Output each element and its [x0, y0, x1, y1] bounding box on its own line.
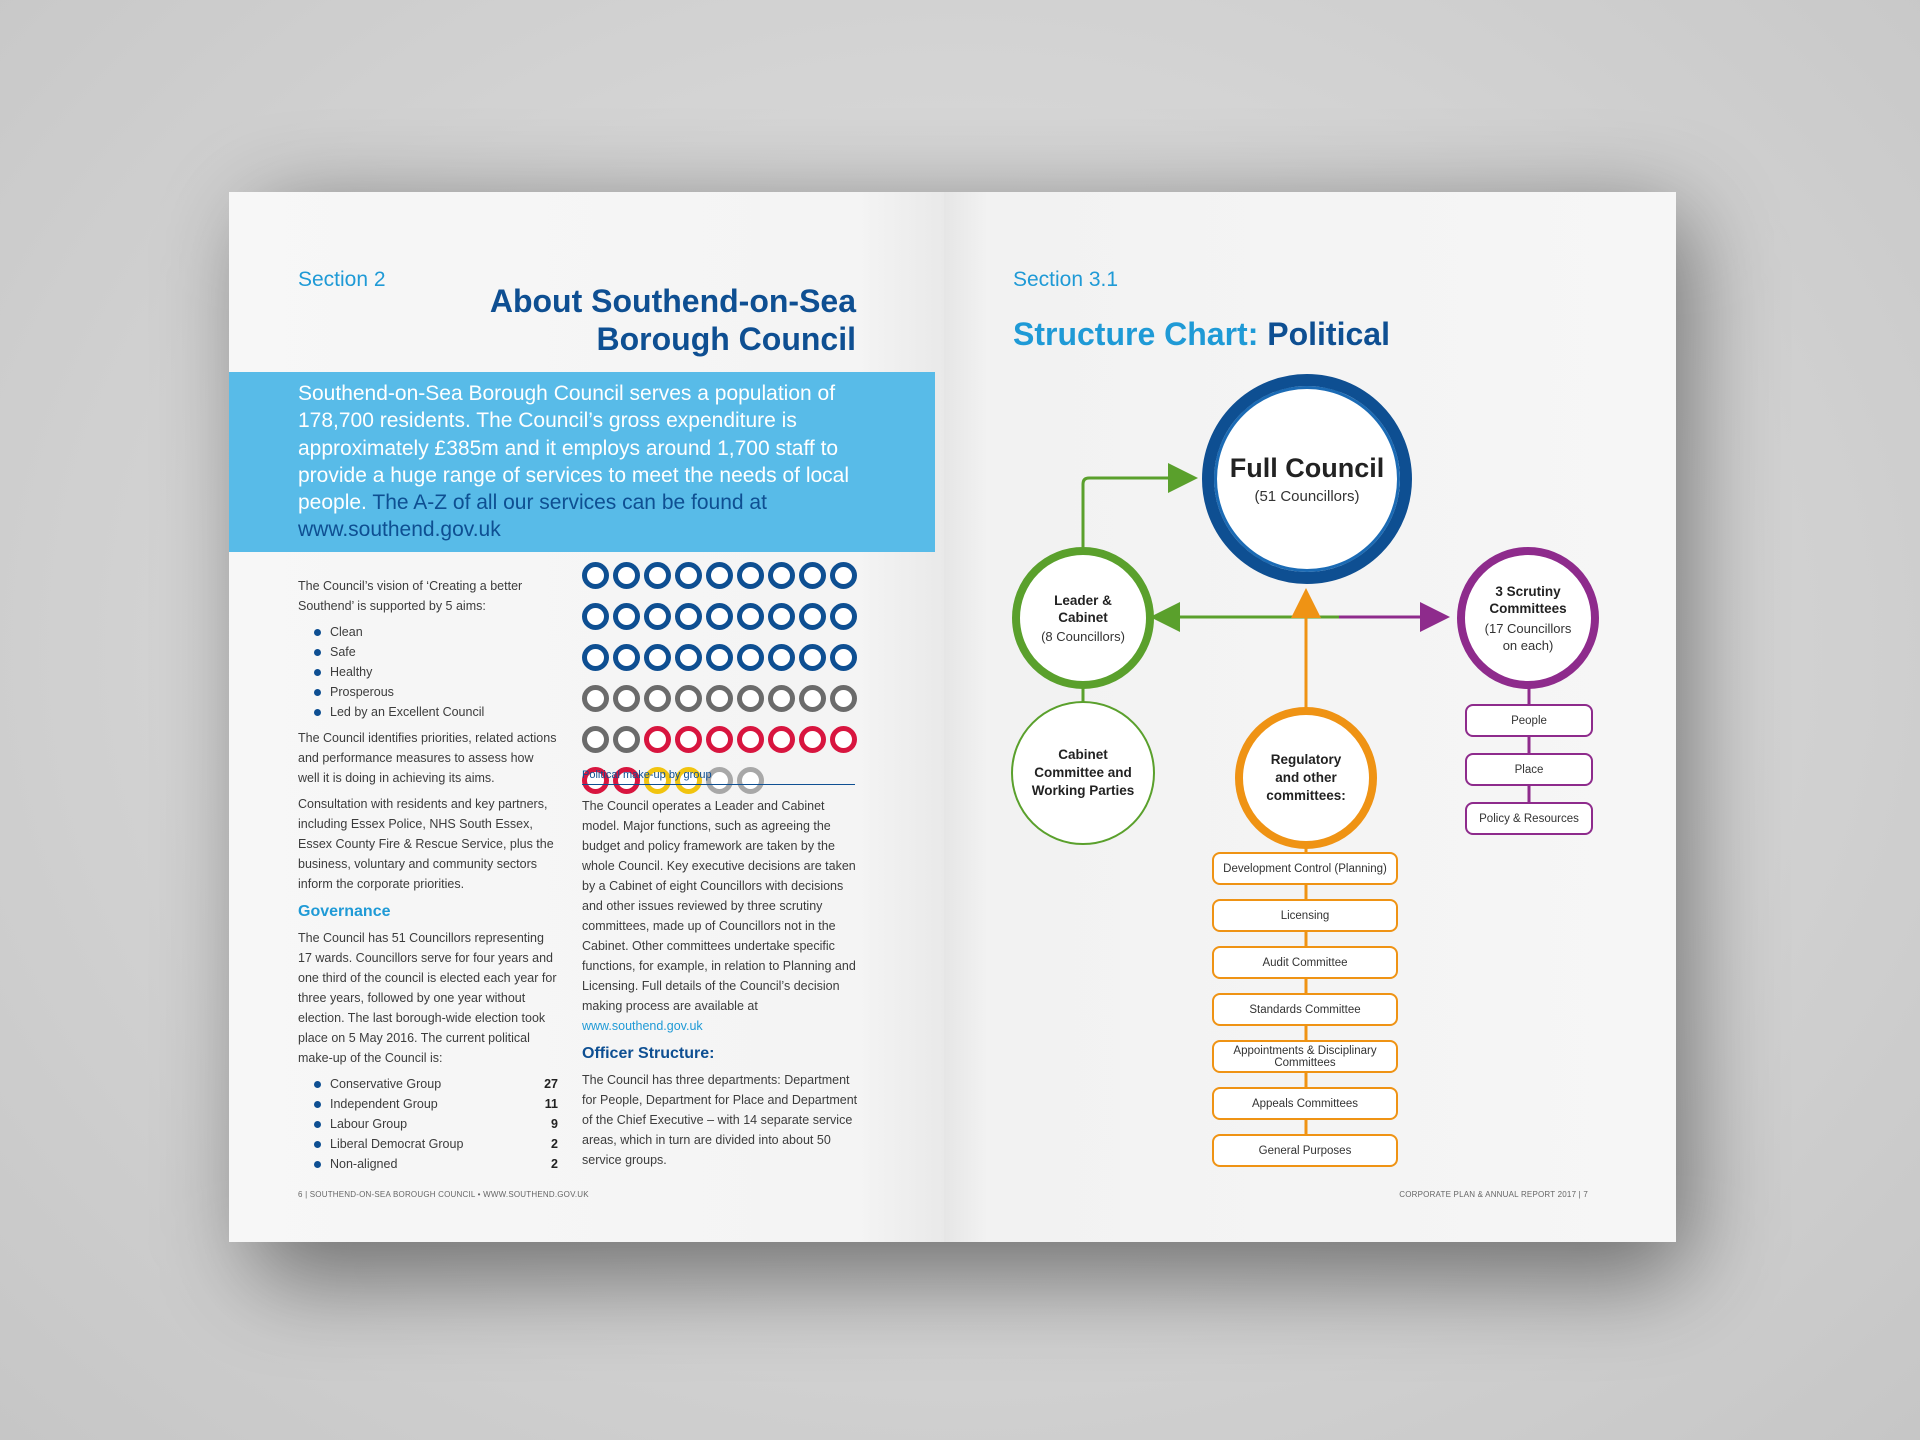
group-row [298, 1114, 558, 1134]
councillor-dot [582, 644, 609, 671]
councillor-dot [644, 726, 671, 753]
regulatory-item-appointments: Appointments & Disciplinary Committees [1212, 1040, 1398, 1073]
group-name: Liberal Democrat Group [330, 1137, 464, 1151]
aim-item: Prosperous [298, 682, 558, 702]
councillor-dot [644, 644, 671, 671]
group-name: Non-aligned [330, 1157, 398, 1171]
priorities-paragraph: The Council identifies priorities, related actions and performance measures to assess how well it is doing in achieving its aims. [298, 731, 557, 785]
aim-item: Led by an Excellent Council [298, 702, 558, 722]
councillor-dot [613, 726, 640, 753]
group-name: Independent Group [330, 1097, 438, 1111]
group-name: Conservative Group [330, 1077, 442, 1091]
scrutiny-circle [1457, 547, 1599, 689]
cabinet-committee-title: Cabinet Committee and Working Parties [1031, 747, 1135, 798]
right-footer: CORPORATE PLAN & ANNUAL REPORT 2017 | 7 [1399, 1190, 1588, 1199]
councillor-dot [613, 685, 640, 712]
leader-to-council-arrow [1083, 478, 1192, 547]
group-count: 11 [544, 1097, 558, 1111]
group-count: 27 [544, 1077, 558, 1091]
regulatory-item-standards: Standards Committee [1212, 993, 1398, 1026]
title-line-2: Borough Council [596, 321, 856, 357]
councillor-dot [737, 685, 764, 712]
councillor-dot [675, 726, 702, 753]
regulatory-item-licensing: Licensing [1212, 899, 1398, 932]
leader-title: Leader & Cabinet [1054, 593, 1112, 625]
full-council-circle [1202, 374, 1412, 584]
councillor-dot [706, 562, 733, 589]
councillor-dot [737, 603, 764, 630]
regulatory-item-development-control: Development Control (Planning) [1212, 852, 1398, 885]
councillor-dot [830, 726, 857, 753]
councillor-dot [613, 644, 640, 671]
councillor-dot [613, 603, 640, 630]
scrutiny-item-policy-resources: Policy & Resources [1465, 802, 1593, 835]
councillor-dot [799, 562, 826, 589]
councillor-dot [582, 685, 609, 712]
aims-list [298, 622, 558, 722]
leader-cabinet-circle [1012, 547, 1154, 689]
cabinet-committee-circle [1011, 701, 1155, 845]
group-row [298, 1074, 558, 1094]
chart-title-part1: Structure Chart: [1013, 316, 1259, 352]
councillor-dot [644, 685, 671, 712]
scrutiny-item-place: Place [1465, 753, 1593, 786]
councillor-dot [768, 644, 795, 671]
scrutiny-sub: (17 Councillors on each) [1484, 620, 1572, 653]
councillor-dot [768, 603, 795, 630]
consultation-paragraph: Consultation with residents and key partners, including Essex Police, NHS South Essex, Essex County Fire & Rescue Service, plus the business, voluntary and community sectors inform the corporate priorities. [298, 797, 554, 891]
councillor-dot [706, 603, 733, 630]
scrutiny-item-people: People [1465, 704, 1593, 737]
right-column [582, 796, 862, 1176]
councillor-dot [830, 644, 857, 671]
group-row [298, 1154, 558, 1174]
councillor-dot [706, 644, 733, 671]
councillor-dot [675, 644, 702, 671]
councillor-dot [768, 726, 795, 753]
intro-text [298, 380, 878, 544]
intro-highlight: The A-Z of all our services can be found at www.southend.gov.uk [298, 491, 767, 542]
regulatory-item-general-purposes: General Purposes [1212, 1134, 1398, 1167]
councillor-dot [768, 685, 795, 712]
section-label: Section 2 [298, 268, 386, 291]
left-page [229, 192, 944, 1242]
group-row [298, 1094, 558, 1114]
councillor-dot [675, 562, 702, 589]
group-count: 2 [551, 1137, 558, 1151]
councillor-dot [582, 726, 609, 753]
councillor-dot [737, 562, 764, 589]
governance-heading: Governance [298, 903, 391, 920]
page-title [490, 282, 856, 358]
aim-item: Clean [298, 622, 558, 642]
councillor-dot [582, 603, 609, 630]
regulatory-title: Regulatory and other committees: [1266, 752, 1346, 803]
councillor-dot [706, 726, 733, 753]
governance-paragraph: The Council has 51 Councillors representing 17 wards. Councillors serve for four years and one third of the council is elected each year for three years, followed by one year without election. The last borough-wide election took place on 5 May 2016. The current political make-up of the Council is: [298, 931, 557, 1065]
full-council-title: Full Council [1229, 453, 1385, 483]
councillor-dot [799, 603, 826, 630]
group-count: 2 [551, 1157, 558, 1171]
leader-text: The Council operates a Leader and Cabinet model. Major functions, such as agreeing the budget and policy framework are taken by the whole Council. Key executive decisions are taken by a Cabinet of eight Councillors with decisions and other issues reviewed by three scrutiny committees, made up of Councillors not in the Cabinet. Other committees undertake specific functions, for example, in relation to Planning and Licensing. Full details of the Council’s decision making process are available at [582, 799, 856, 1013]
group-name: Labour Group [330, 1117, 408, 1131]
councillor-dot [644, 603, 671, 630]
councillor-dot [830, 562, 857, 589]
section-label: Section 3.1 [1013, 268, 1119, 291]
left-column [298, 576, 558, 1180]
councillor-dot [737, 644, 764, 671]
councillor-dot [644, 562, 671, 589]
right-page [944, 192, 1676, 1242]
councillor-dot [799, 726, 826, 753]
intro-body: Southend-on-Sea Borough Council serves a population of 178,700 residents. The Council’s gross expenditure is approximately £385m and it employs around 1,700 staff to provide a huge range of services to meet the needs of local people. [298, 382, 850, 515]
title-line-1: About Southend-on-Sea [489, 283, 856, 319]
councillor-dot [613, 562, 640, 589]
scrutiny-title: 3 Scrutiny Committees [1489, 583, 1567, 616]
regulatory-circle [1235, 707, 1377, 849]
councillor-dot [737, 726, 764, 753]
leader-sub: (8 Councillors) [1041, 629, 1125, 644]
councillor-dot [768, 562, 795, 589]
chart-title-part2: Political [1267, 316, 1390, 352]
leader-paragraph [582, 796, 862, 1036]
officer-heading: Officer Structure: [582, 1045, 715, 1062]
aim-item: Safe [298, 642, 558, 662]
regulatory-item-appeals: Appeals Committees [1212, 1087, 1398, 1120]
full-council-sub: (51 Councillors) [1254, 488, 1360, 505]
councillor-dot [675, 685, 702, 712]
councillor-dot [799, 685, 826, 712]
councillor-dot [799, 644, 826, 671]
councillor-dot [675, 603, 702, 630]
councillor-dot [830, 685, 857, 712]
officer-paragraph: The Council has three departments: Department for People, Department for Place and Department of the Chief Executive – with 14 separate service areas, which in turn are divided into about 50 service groups. [582, 1073, 858, 1167]
councillor-dot [830, 603, 857, 630]
makeup-caption: Political make-up by group [582, 769, 855, 785]
regulatory-item-audit: Audit Committee [1212, 946, 1398, 979]
left-footer: 6 | SOUTHEND-ON-SEA BOROUGH COUNCIL • WWW.SOUTHEND.GOV.UK [298, 1190, 589, 1199]
website-link[interactable]: www.southend.gov.uk [582, 1019, 703, 1033]
councillor-dot [706, 685, 733, 712]
groups-list [298, 1074, 558, 1174]
vision-intro: The Council’s vision of ‘Creating a better Southend’ is supported by 5 aims: [298, 579, 523, 613]
aim-item: Healthy [298, 662, 558, 682]
group-count: 9 [551, 1117, 558, 1131]
councillor-dot [582, 562, 609, 589]
group-row [298, 1134, 558, 1154]
